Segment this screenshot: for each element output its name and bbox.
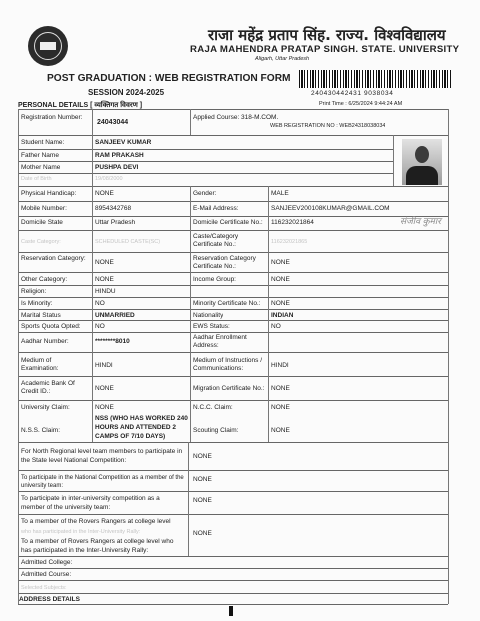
email-label: E-Mail Address: xyxy=(193,205,239,212)
table-rule xyxy=(18,230,448,231)
selected-subjects-label: Selected Subjects: xyxy=(21,585,67,591)
nationality-label: Nationality xyxy=(193,312,224,319)
reservation-cert-label: Reservation Category Certificate No.: xyxy=(193,255,256,270)
university-logo xyxy=(28,26,68,66)
table-column-divider xyxy=(188,442,189,514)
table-rule xyxy=(18,297,448,298)
medium-exam-label: Medium of Examination: xyxy=(21,357,59,372)
ews-label: EWS Status: xyxy=(193,323,230,330)
email-value: SANJEEV200108KUMAR@GMAIL.COM xyxy=(271,205,390,212)
table-rule xyxy=(18,173,393,174)
handicap-label: Physical Handicap: xyxy=(21,190,77,197)
table-rule xyxy=(18,514,448,515)
university-address: Aligarh, Uttar Pradesh xyxy=(255,56,310,62)
ncc-claim-label: N.C.C. Claim: xyxy=(193,404,233,411)
income-group-value: NONE xyxy=(271,276,290,283)
table-rule xyxy=(18,442,448,443)
dob-value: 19/08/2000 xyxy=(95,176,123,182)
reservation-cert-value: NONE xyxy=(271,259,290,266)
student-name-value: SANJEEV KUMAR xyxy=(95,139,152,146)
religion-label: Religion: xyxy=(21,288,47,295)
marital-value: UNMARRIED xyxy=(95,312,135,319)
table-rule xyxy=(18,161,393,162)
university-name-hindi: राजा महेंद्र प्रताप सिंह. राज्य. विश्वविद्यालय xyxy=(208,26,446,44)
table-rule xyxy=(18,216,448,217)
table-rule xyxy=(18,593,448,594)
medium-exam-value: HINDI xyxy=(95,362,113,369)
table-rule xyxy=(18,604,448,605)
address-details-heading: ADDRESS DETAILS xyxy=(19,596,80,603)
minority-cert-label: Minority Certificate No.: xyxy=(193,300,261,307)
domicile-cert-value: 116232021864 xyxy=(271,219,314,226)
photo-head xyxy=(415,146,429,163)
table-rule xyxy=(18,491,448,492)
marital-label: Marital Status xyxy=(21,312,61,319)
handicap-value: NONE xyxy=(95,190,114,197)
form-title: POST GRADUATION : WEB REGISTRATION FORM xyxy=(47,73,291,84)
other-category-label: Other Category: xyxy=(21,276,68,283)
sports-quota-value: NO xyxy=(95,323,105,330)
migration-cert-value: NONE xyxy=(271,385,290,392)
table-rule xyxy=(18,332,448,333)
table-column-divider xyxy=(190,186,191,442)
table-rule xyxy=(18,556,448,557)
gender-value: MALE xyxy=(271,190,289,197)
mother-name-label: Mother Name xyxy=(21,164,61,171)
income-group-label: Income Group: xyxy=(193,276,236,283)
photo-body xyxy=(406,166,438,185)
table-column-divider xyxy=(190,109,191,135)
table-column-divider xyxy=(92,109,93,442)
inter-university-label: To participate in inter-university competition as a member of the university team: xyxy=(21,495,160,511)
personal-details-heading: PERSONAL DETAILS [ व्यक्तिगत विवरण ] xyxy=(18,102,143,109)
national-competition-label: To participate in the National Competition as a member of the university team: xyxy=(21,475,184,489)
father-name-label: Father Name xyxy=(21,152,59,159)
logo-book-icon xyxy=(40,42,56,50)
rovers-rangers-label: To a member of Rovers Rangers at college level who has participated in the Inter-University Rally: xyxy=(21,538,174,554)
student-name-label: Student Name: xyxy=(21,139,65,146)
minority-cert-value: NONE xyxy=(271,300,290,307)
medium-comm-label: Medium of Instructions / Communications: xyxy=(193,357,262,372)
abc-id-label: Academic Bank Of Credit ID.: xyxy=(21,380,75,395)
university-claim-value: NONE xyxy=(95,404,114,411)
domicile-label: Domicile State xyxy=(21,219,63,226)
minority-value: NO xyxy=(95,300,105,307)
aadhar-label: Aadhar Number: xyxy=(21,338,69,345)
north-regional-value: NONE xyxy=(193,453,212,460)
abc-id-value: NONE xyxy=(95,385,114,392)
barcode-number: 240430442431 9038034 xyxy=(311,90,394,97)
table-rule xyxy=(18,376,448,377)
admitted-course-label: Admitted Course: xyxy=(21,571,72,578)
barcode xyxy=(299,70,451,88)
page-mark xyxy=(229,606,233,616)
table-rule xyxy=(18,320,448,321)
table-rule xyxy=(18,285,448,286)
table-rule xyxy=(18,400,448,401)
aadhar-value: ********8010 xyxy=(95,338,130,345)
domicile-cert-label: Domicile Certificate No.: xyxy=(193,219,263,226)
table-rule xyxy=(18,272,448,273)
applied-course: Applied Course: 318-M.COM. xyxy=(193,114,279,121)
scouting-claim-label: Scouting Claim: xyxy=(193,427,239,434)
table-column-divider xyxy=(268,186,269,442)
admitted-college-label: Admitted College: xyxy=(21,559,73,566)
table-rule xyxy=(18,470,448,471)
domicile-value: Uttar Pradesh xyxy=(95,219,136,226)
ews-value: NO xyxy=(271,323,281,330)
minority-label: Is Minority: xyxy=(21,300,53,307)
caste-cert-label: Caste/Category Certificate No.: xyxy=(193,233,239,248)
inter-university-value: NONE xyxy=(193,497,212,504)
registration-label: Registration Number: xyxy=(21,114,83,121)
table-rule xyxy=(18,580,448,581)
table-rule xyxy=(18,252,448,253)
rovers-label-faded: who has participated in the Inter-University Rally: xyxy=(21,529,141,535)
web-registration-number: WEB REGISTRATION NO : WEB24318038034 xyxy=(270,123,386,129)
print-time: Print Time : 6/25/2024 9:44:24 AM xyxy=(319,101,403,107)
caste-cert-value: 116232021865 xyxy=(271,239,308,245)
medium-comm-value: HINDI xyxy=(271,362,289,369)
caste-value: SCHEDULED CASTE(SC) xyxy=(95,239,161,245)
registration-value: 24043044 xyxy=(97,119,129,126)
table-rule xyxy=(18,186,448,187)
reservation-value: NONE xyxy=(95,259,114,266)
table-column-divider xyxy=(188,514,189,556)
table-border xyxy=(18,109,19,604)
rovers-rangers-value: NONE xyxy=(193,530,212,537)
mother-name-value: PUSHPA DEVI xyxy=(95,164,139,171)
table-rule xyxy=(18,568,448,569)
university-claim-label: University Claim: xyxy=(21,404,70,411)
table-rule xyxy=(18,109,448,110)
nss-claim-label: N.S.S. Claim: xyxy=(21,427,61,434)
national-competition-value: NONE xyxy=(193,476,212,483)
rovers-label: To a member of the Rovers Rangers at college level xyxy=(21,518,171,525)
mobile-value: 8954342768 xyxy=(95,205,132,212)
sports-quota-label: Sports Quota Opted: xyxy=(21,323,81,330)
table-rule xyxy=(18,352,448,353)
other-category-value: NONE xyxy=(95,276,114,283)
university-name-english: RAJA MAHENDRA PRATAP SINGH. STATE. UNIVERSITY xyxy=(190,44,460,55)
dob-label: Date of Birth xyxy=(21,176,52,182)
caste-label: Caste Category: xyxy=(21,239,61,245)
nss-claim-value: NSS (WHO HAS WORKED 240 HOURS AND ATTENDED 2 CAMPS OF 7/10 DAYS) xyxy=(95,415,188,440)
religion-value: HINDU xyxy=(95,288,116,295)
nationality-value: INDIAN xyxy=(271,312,294,319)
photo-column-divider xyxy=(393,135,394,186)
gender-label: Gender: xyxy=(193,190,217,197)
table-rule xyxy=(18,135,448,136)
aadhar-enrollment-label: Aadhar Enrollment Address: xyxy=(193,334,247,349)
table-rule xyxy=(18,201,448,202)
scouting-claim-value: NONE xyxy=(271,427,290,434)
ncc-claim-value: NONE xyxy=(271,404,290,411)
migration-cert-label: Migration Certificate No.: xyxy=(193,385,265,392)
father-name-value: RAM PRAKASH xyxy=(95,152,144,159)
table-border xyxy=(448,109,449,604)
table-rule xyxy=(18,309,448,310)
reservation-label: Reservation Category: xyxy=(21,255,86,262)
session-label: SESSION 2024-2025 xyxy=(88,88,165,97)
north-regional-label: For North Regional level team members to participate in the State level National Competition: xyxy=(21,448,183,464)
student-signature: संजीव कुमार xyxy=(400,216,441,226)
student-photo xyxy=(402,139,442,185)
mobile-label: Mobile Number: xyxy=(21,205,67,212)
table-rule xyxy=(18,149,393,150)
